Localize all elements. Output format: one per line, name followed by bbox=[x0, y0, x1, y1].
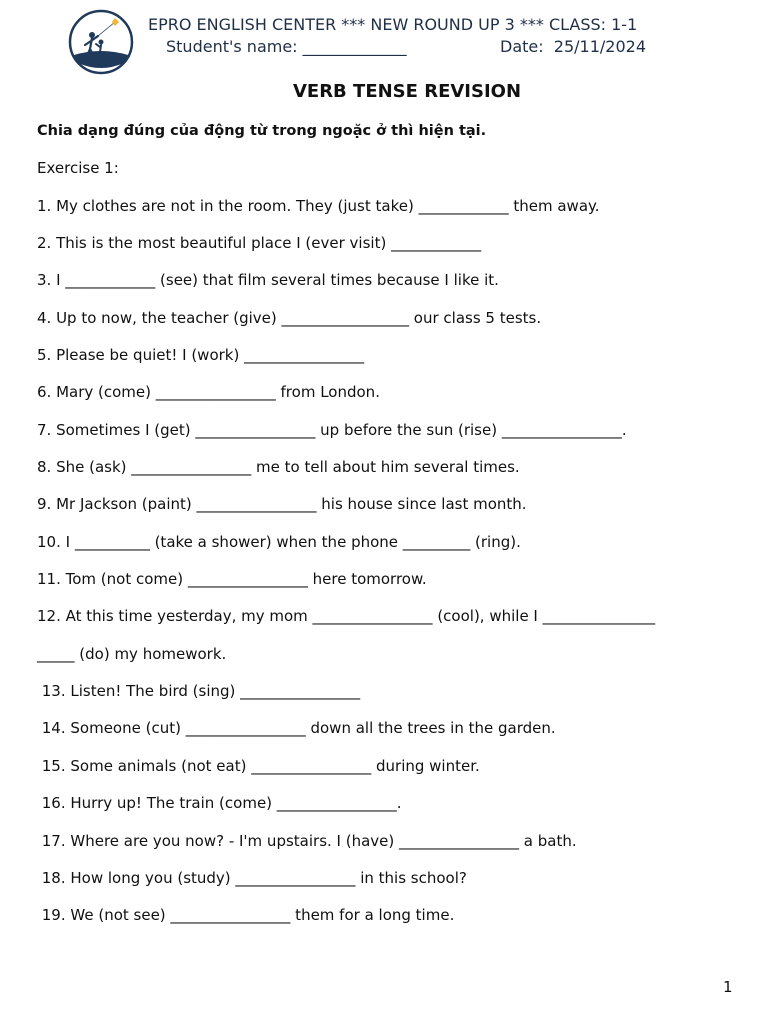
exercise-item: 5. Please be quiet! I (work) ________________ bbox=[37, 346, 365, 364]
exercise-item: 19. We (not see) ________________ them for a long time. bbox=[37, 906, 455, 924]
date-field: Date: 25/11/2024 bbox=[500, 37, 647, 56]
worksheet-title: VERB TENSE REVISION bbox=[292, 81, 522, 102]
exercise-item: 11. Tom (not come) ________________ here tomorrow. bbox=[37, 570, 427, 588]
exercise-item: 8. She (ask) ________________ me to tell about him several times. bbox=[37, 458, 520, 476]
center-logo bbox=[68, 9, 134, 75]
page-number: 1 bbox=[723, 978, 733, 996]
exercise-item: 6. Mary (come) ________________ from London. bbox=[37, 383, 380, 401]
exercise-label: Exercise 1: bbox=[37, 159, 119, 177]
exercise-item: 2. This is the most beautiful place I (ever visit) ____________ bbox=[37, 234, 482, 252]
exercise-item: 9. Mr Jackson (paint) ________________ his house since last month. bbox=[37, 495, 527, 513]
exercise-item-continuation: _____ (do) my homework. bbox=[37, 645, 227, 663]
exercise-item: 1. My clothes are not in the room. They (just take) ____________ them away. bbox=[37, 197, 600, 215]
student-name-field: Student's name: _____________ bbox=[166, 37, 407, 56]
exercise-item: 12. At this time yesterday, my mom ________________ (cool), while I _______________ bbox=[37, 607, 656, 625]
exercise-item: 4. Up to now, the teacher (give) _________________ our class 5 tests. bbox=[37, 309, 542, 327]
instruction: Chia dạng đúng của động từ trong ngoặc ở thì hiện tại. bbox=[37, 123, 487, 139]
exercise-item: 7. Sometimes I (get) ________________ up before the sun (rise) ________________. bbox=[37, 421, 627, 439]
center-class-header: EPRO ENGLISH CENTER *** NEW ROUND UP 3 *** CLASS: 1-1 bbox=[148, 15, 638, 34]
exercise-item: 15. Some animals (not eat) ________________ during winter. bbox=[37, 757, 480, 775]
exercise-item: 13. Listen! The bird (sing) ________________ bbox=[37, 682, 361, 700]
exercise-item: 16. Hurry up! The train (come) ________________. bbox=[37, 794, 402, 812]
exercise-item: 18. How long you (study) ________________ in this school? bbox=[37, 869, 467, 887]
exercise-item: 17. Where are you now? - I'm upstairs. I (have) ________________ a bath. bbox=[37, 832, 577, 850]
exercise-item: 14. Someone (cut) ________________ down all the trees in the garden. bbox=[37, 719, 556, 737]
exercise-item: 10. I __________ (take a shower) when the phone _________ (ring). bbox=[37, 533, 521, 551]
exercise-item: 3. I ____________ (see) that film several times because I like it. bbox=[37, 271, 499, 289]
